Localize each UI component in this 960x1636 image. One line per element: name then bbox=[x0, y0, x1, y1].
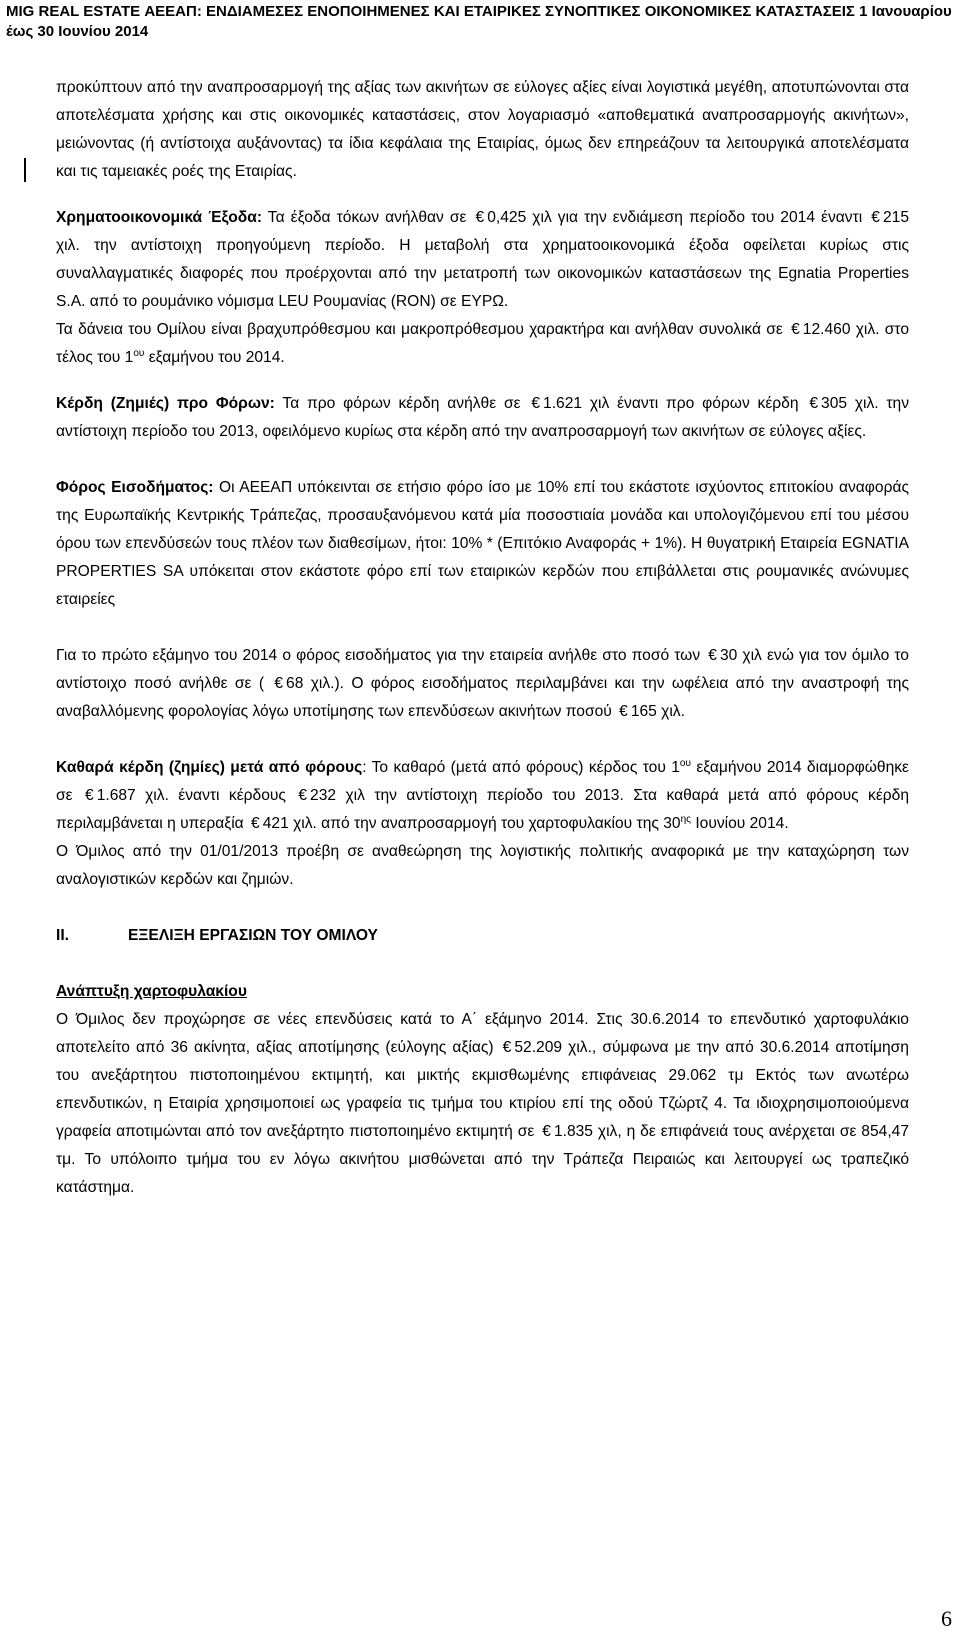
section-heading bbox=[56, 922, 909, 950]
pretax-profit-label: Κέρδη (Ζημιές) προ Φόρων: bbox=[56, 395, 275, 412]
euro-symbol: € bbox=[475, 209, 485, 226]
paragraph-valuation: προκύπτουν από την αναπροσαρμογή της αξίας των ακινήτων σε εύλογες αξίες είναι λογιστικά μεγέθη, αποτυπώνονται στα αποτελέσματα χρήσης και στις οικονομικές καταστάσεις, στον λογαριασμό «αποθεματικά αναπροσαρμογής ακινήτων», μειώνοντας (ή αντίστοιχα αυξάνοντας) τα ίδια κεφάλαια της Εταιρίας, όμως δεν επηρεάζουν τα λειτουργικά αποτελέσματα και τις ταμειακές ροές της Εταιρίας. bbox=[56, 79, 909, 180]
paragraph-pretax-profit: Κέρδη (Ζημιές) προ Φόρων: Τα προ φόρων κέρδη ανήλθε σε € 1.621 χιλ έναντι προ φόρων κέρδη € 305 χιλ. την αντίστοιχη περίοδο του 2013, οφειλόμενο κυρίως στα κέρδη από την αναπροσαρμογή των ακινήτων σε εύλογες αξίες. bbox=[56, 390, 909, 446]
euro-symbol: € bbox=[809, 395, 819, 412]
euro-symbol: € bbox=[871, 209, 880, 226]
subsection-heading: Ανάπτυξη χαρτοφυλακίου bbox=[56, 983, 247, 1000]
euro-symbol: € bbox=[542, 1123, 551, 1140]
euro-symbol: € bbox=[791, 321, 800, 338]
euro-symbol: € bbox=[619, 703, 628, 720]
paragraph-accounting-policy: Ο Όμιλος από την 01/01/2013 προέβη σε αναθεώρηση της λογιστικής πολιτικής αναφορικά με την καταχώρηση των αναλογιστικών κερδών και ζημιών. bbox=[56, 843, 909, 888]
revision-change-bar bbox=[24, 158, 26, 182]
euro-symbol: € bbox=[251, 815, 260, 832]
page-number: 6 bbox=[941, 1606, 952, 1631]
paragraph-financial-expenses: Χρηματοοικονομικά Έξοδα: Τα έξοδα τόκων ανήλθαν σε € 0,425 χιλ για την ενδιάμεση περίοδο του 2014 έναντι € 215 χιλ. την αντίστοιχη προηγούμενη περίοδο. Η μεταβολή στα χρηματοοικονομικά έξοδα οφείλεται κυρίως στις συναλλαγματικές διαφορές που προέρχονται από την μετατροπή των οικονομικών καταστάσεων της Egnatia Properties S.A. από το ρουμάνικο νόμισμα LEU Ρουμανίας (RON) σε ΕΥΡΩ. bbox=[56, 204, 909, 316]
euro-symbol: € bbox=[502, 1039, 512, 1056]
document-header: MIG REAL ESTATE ΑΕΕΑΠ: ΕΝΔΙΑΜΕΣΕΣ ΕΝΟΠΟΙΗΜΕΝΕΣ ΚΑΙ ΕΤΑΙΡΙΚΕΣ ΣΥΝΟΠΤΙΚΕΣ ΟΙΚΟΝΟΜΙΚΕΣ ΚΑΤΑΣΤΑΣΕΙΣ 1 Ιανουαρίου έως 30 Ιουνίου 2014 bbox=[6, 3, 952, 40]
section-title: ΕΞΕΛΙΞΗ ΕΡΓΑΣΙΩΝ ΤΟΥ ΟΜΙΛΟΥ bbox=[128, 927, 378, 944]
section-number: II. bbox=[56, 927, 69, 944]
financial-expenses-label: Χρηματοοικονομικά Έξοδα: bbox=[56, 209, 263, 226]
paragraph-tax-amounts: Για το πρώτο εξάμηνο του 2014 ο φόρος εισοδήματος για την εταιρεία ανήλθε στο ποσό των € 30 χιλ ενώ για τον όμιλο το αντίστοιχο ποσό ανήλθε σε ( € 68 χιλ.). Ο φόρος εισοδήματος περιλαμβάνει και την ωφέλεια από την αναστροφή της αναβαλλόμενης φορολογίας λόγω υποτίμησης των επενδύσεων ακινήτων ποσού € 165 χιλ. bbox=[56, 642, 909, 726]
paragraph-loans: Τα δάνεια του Ομίλου είναι βραχυπρόθεσμου και μακροπρόθεσμου χαρακτήρα και ανήλθαν συνολικά σε € 12.460 χιλ. στο τέλος του $1^{o\upsilon}$ εξαμήνου του 2014. bbox=[56, 316, 909, 372]
paragraph-portfolio: Ο Όμιλος δεν προχώρησε σε νέες επενδύσεις κατά το Α΄ εξάμηνο 2014. Στις 30.6.2014 το επενδυτικό χαρτοφυλάκιο αποτελείτο από 36 ακίνητα, αξίας αποτίμησης (εύλογης αξίας) € 52.209 χιλ., σύμφωνα με την από 30.6.2014 αποτίμηση του ανεξάρτητου πιστοποιημένου εκτιμητή, και μικτής εκμισθωμένης επιφάνειας 29.062 τμ Εκτός των ανωτέρω επενδυτικών, η Εταιρία χρησιμοποιεί ως γραφεία τις τμήμα του κτιρίου επί της οδού Τζώρτζ 4. Τα ιδιοχρησιμοποιούμενα γραφεία αποτιμώνται από τον ανεξάρτητο πιστοποιημένο εκτιμητή σε € 1.835 χιλ, η δε επιφάνειά τους ανέρχεται σε 854,47 τμ. Το υπόλοιπο τμήμα του εν λόγω ακινήτου μισθώνεται από την Τράπεζα Πειραιώς και λειτουργεί ως τραπεζικό κατάστημα. bbox=[56, 1011, 909, 1196]
euro-symbol: € bbox=[708, 647, 717, 664]
net-profit-label: Καθαρά κέρδη (ζημίες) μετά από φόρους bbox=[56, 759, 363, 776]
euro-symbol: € bbox=[274, 675, 284, 692]
income-tax-label: Φόρος Εισοδήματος: bbox=[56, 479, 214, 496]
paragraph-net-profit: Καθαρά κέρδη (ζημίες) μετά από φόρους: Το καθαρό (μετά από φόρους) κέρδος του $1^{o\upsilon}$ εξαμήνου 2014 διαμορφώθηκε σε € 1.687 χιλ. έναντι κέρδους € 232 χιλ την αντίστοιχη περίοδο του 2013. Στα καθαρά μετά από φόρους κέρδη περιλαμβάνεται η υπεραξία € 421 χιλ. από την αναπροσαρμογή του χαρτοφυλακίου της $30^{\eta\varsigma}$ Ιουνίου 2014. bbox=[56, 754, 909, 838]
euro-symbol: € bbox=[531, 395, 541, 412]
euro-symbol: € bbox=[298, 787, 308, 804]
document-body bbox=[56, 74, 909, 1202]
euro-symbol: € bbox=[85, 787, 94, 804]
paragraph-income-tax: Φόρος Εισοδήματος: Οι ΑΕΕΑΠ υπόκεινται σε ετήσιο φόρο ίσο με 10% επί του εκάστοτε ισχύοντος επιτοκίου αναφοράς της Ευρωπαϊκής Κεντρικής Τράπεζας, προσαυξανόμενου κατά μία ποσοστιαία μονάδα και υπολογιζόμενου επί του μέσου όρου των επενδύσεών τους πλέον των διαθεσίμων, ήτοι: 10% * (Επιτόκιο Αναφοράς + 1%). Η θυγατρική Εταιρεία EGNATIA PROPERTIES SA υπόκειται στον εκάστοτε φόρο επί των εταιρικών κερδών που επιβάλλεται στις ρουμανικές ανώνυμες εταιρείες bbox=[56, 479, 909, 608]
